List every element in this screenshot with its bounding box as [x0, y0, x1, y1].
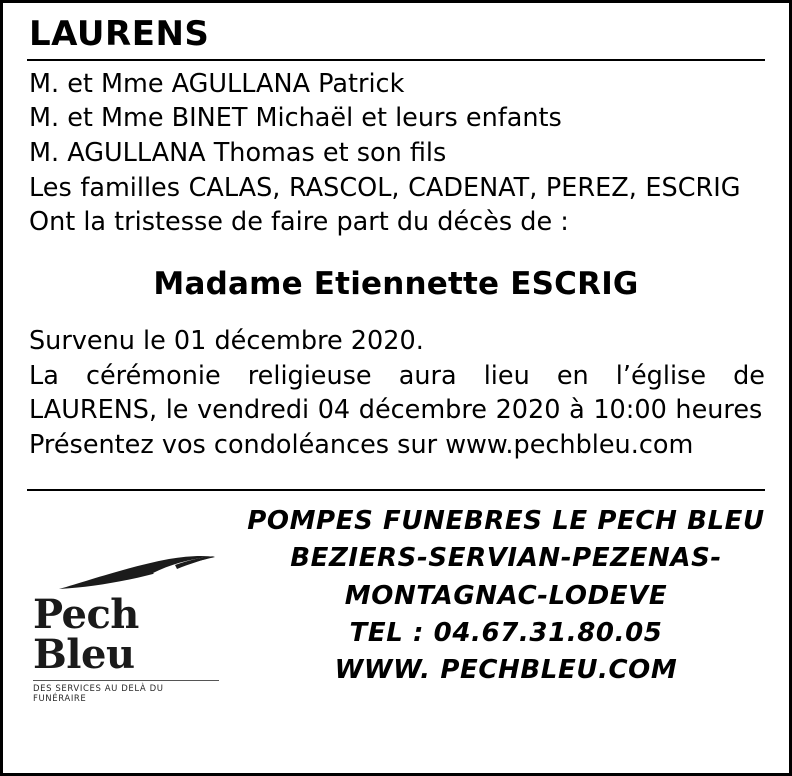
- footer-website: WWW. PECHBLEU.COM: [334, 655, 678, 686]
- footer-line: MONTAGNAC-LODEVE: [344, 580, 668, 611]
- funeral-home-info: [247, 503, 765, 690]
- detail-line: La cérémonie religieuse aura lieu en l’église de LAURENS, le vendredi 04 décembre 2020 à 10:00 heures: [29, 360, 765, 426]
- footer-divider: [27, 489, 765, 491]
- heading-divider: [27, 59, 765, 61]
- detail-line: Survenu le 01 décembre 2020.: [29, 326, 424, 357]
- deceased-name: Madame Etiennette ESCRIG: [153, 266, 639, 303]
- town-heading: LAURENS: [29, 14, 210, 54]
- notice-inner: [27, 14, 765, 763]
- family-line: M. et Mme BINET Michaël et leurs enfants: [29, 103, 562, 134]
- footer: [27, 503, 765, 704]
- pech-bleu-logo: [33, 551, 233, 704]
- footer-phone: TEL : 04.67.31.80.05: [349, 618, 663, 649]
- family-line: M. AGULLANA Thomas et son fils: [29, 138, 447, 169]
- family-line: M. et Mme AGULLANA Patrick: [29, 68, 405, 99]
- footer-line: POMPES FUNEBRES LE PECH BLEU: [247, 505, 765, 536]
- footer-line: BEZIERS-SERVIAN-PEZENAS-: [290, 543, 722, 574]
- spacer: [27, 463, 765, 489]
- detail-line: Présentez vos condoléances sur www.pechbleu.com: [29, 430, 694, 461]
- ceremony-details: [27, 324, 765, 463]
- swoosh-icon: [57, 551, 237, 593]
- announcement-line: Ont la tristesse de faire part du décès de :: [29, 207, 569, 238]
- logo-tagline: DES SERVICES AU DELÀ DU FUNÉRAIRE: [33, 680, 219, 704]
- logo-wordmark: Pech Bleu: [33, 590, 139, 678]
- family-line: Les familles CALAS, RASCOL, CADENAT, PEREZ, ESCRIG: [29, 172, 741, 203]
- family-block: [27, 67, 765, 240]
